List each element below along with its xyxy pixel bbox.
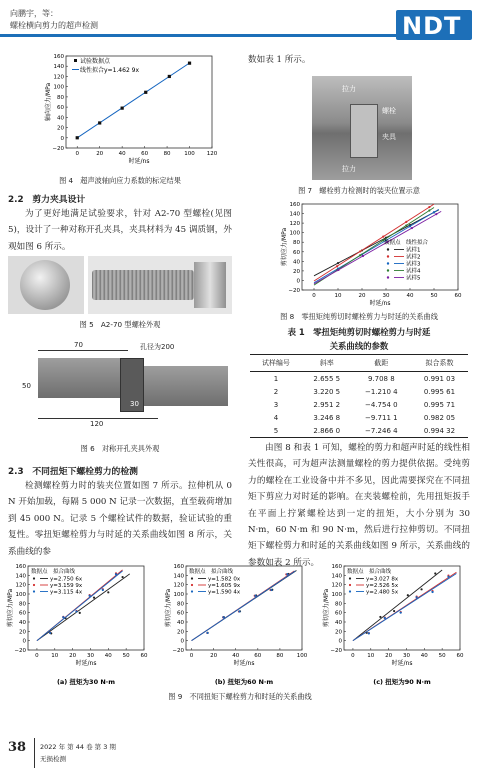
- table1-title-line1: 表 1 零扭矩纯剪切时螺栓剪力与时延: [287, 327, 431, 337]
- fig4-ytick-label: −20: [52, 146, 64, 152]
- dim-120-label: 120: [90, 420, 104, 428]
- fig9-panel-1-xlabel: 时延/ns: [75, 660, 97, 667]
- fig4-fit-line: [77, 63, 189, 138]
- fig9-panel-3-legend-title: 数据点 拟合曲线: [347, 569, 392, 575]
- fig9-panel-1-data-point: [107, 591, 109, 593]
- fig8-legend-label: 试样3: [406, 261, 421, 268]
- fig9-panel-2-legend-marker-point: [191, 577, 193, 579]
- fig9-panel-1-ytick-label: −20: [14, 648, 26, 654]
- section-2-3-paragraph: 检测螺栓剪力时的装夹位置如图 7 所示。拉伸机从 0 N 开始加载，每隔 5 000 N 记录一次数据，直至载荷增加到 45 000 N。记录 5 个螺栓试件的数据，验证试验的重复性。零扭矩螺栓剪力与时延的关系曲线如图 8 所示，关系曲线的参: [8, 481, 232, 557]
- table1-cell: −7.246 4: [352, 424, 411, 438]
- fig9-panel-1-ytick-label: 120: [15, 582, 26, 589]
- fig4-data-point: [188, 62, 191, 65]
- fig9-panel-2-legend-marker-point: [191, 584, 193, 586]
- table1-cell: 2.866 0: [302, 424, 352, 438]
- fig9-panel-3-data-point: [407, 594, 409, 596]
- table1-cell: 0.994 32: [411, 424, 468, 438]
- fig8-xtick-label: 30: [382, 293, 390, 299]
- fig9-panel-1-data-point: [75, 610, 77, 612]
- fig7-bolt-shape: [350, 104, 378, 158]
- section-2-3-heading: 2.3 不同扭矩下螺栓剪力的检测: [8, 467, 138, 477]
- table1-cell: 3: [273, 400, 279, 409]
- fig4-ylabel: 轴向应力/MPa: [45, 82, 52, 122]
- fig9-panel-3-legend-label: y=3.027 8x: [366, 576, 399, 583]
- fig4-legend-fit-label: 线性拟合y=1.462 9x: [80, 67, 140, 74]
- fig8-data-point: [428, 206, 430, 208]
- fig9-panel-3-legend-marker-point: [349, 577, 351, 579]
- table-row: [250, 424, 468, 438]
- fig9-panel-3-xtick-label: 0: [351, 653, 355, 659]
- fig8-data-point: [382, 236, 384, 238]
- fig4-ytick-label: 60: [57, 105, 64, 112]
- fig4-data-point: [98, 121, 101, 124]
- fig9-panel-1-xtick-label: 20: [69, 653, 77, 659]
- fig9-panel-3-xtick-label: 10: [367, 653, 375, 659]
- fig4-xlabel: 时延/ns: [128, 158, 150, 165]
- fig4-xtick-label: 120: [206, 151, 218, 157]
- bolt-head-side: [194, 262, 226, 308]
- table1-cell: 2.951 2: [313, 400, 341, 409]
- fig9-panel-3-data-point: [447, 576, 449, 578]
- fig9-panel-3-xtick-label: 40: [420, 653, 428, 659]
- fig9-panel-2-ytick-label: 140: [173, 573, 184, 580]
- fig8-ytick-label: 140: [289, 211, 300, 218]
- fig9-caption: 图 9 不同扭矩下螺栓剪力和时延的关系曲线: [168, 692, 312, 701]
- fig9-panel-3-ytick-label: 100: [331, 592, 342, 598]
- fig9-panel-2-ytick-label: 80: [177, 601, 184, 608]
- fig7-caption: 图 7 螺栓剪力检测时的装夹位置示意: [298, 186, 420, 195]
- fig9-panel-2-legend-label: y=1.582 0x: [208, 576, 241, 583]
- fixture-plate-left: [38, 358, 128, 398]
- fig7-label-bolt: 螺栓: [382, 107, 396, 115]
- fig9-panel-2-ytick-label: −20: [172, 648, 184, 654]
- fig9-charts: [6, 562, 476, 686]
- fig9-panel-2-xtick-label: 40: [232, 653, 240, 659]
- fig8-data-point: [405, 224, 407, 226]
- fig9-panel-3-xtick-label: 60: [456, 653, 464, 659]
- fig9-panel-3-subcaption: (c) 扭矩为90 N·m: [373, 678, 431, 686]
- header-rule: [0, 34, 396, 37]
- fig8-legend-label: 试样5: [406, 275, 421, 282]
- fig9-panel-2-ytick-label: 20: [177, 629, 184, 636]
- fig9-panel-1-legend-marker-point: [33, 577, 35, 579]
- fig4-legend-marker-points: [74, 59, 77, 62]
- fig4-data-point: [121, 107, 124, 110]
- fig9-panel-1-data-point: [79, 612, 81, 614]
- fig9-panel-3-xtick-label: 20: [385, 653, 393, 659]
- fig7-label-top: 拉力: [342, 85, 356, 93]
- fig5-caption: 图 5 A2-70 型螺栓外观: [79, 320, 161, 329]
- fig8-legend-marker-point: [387, 248, 389, 250]
- fig8-legend-label: 试样2: [406, 254, 421, 261]
- fig4-xtick-label: 100: [184, 151, 195, 157]
- table1-header-cell: 试样编号: [250, 355, 302, 372]
- fig9-panel-2-data-point: [270, 589, 272, 591]
- fig9-panel-1-legend-marker-point: [33, 590, 35, 592]
- table1-header-cell: 斜率: [302, 355, 352, 372]
- fig8-data-point: [336, 265, 338, 267]
- fig9-panel-3-xlabel: 时延/ns: [391, 660, 413, 667]
- fig9-panel-3-legend-marker-point: [349, 590, 351, 592]
- fig9-panel-1-ytick-label: 60: [19, 610, 26, 617]
- fig9-panel-1-xtick-label: 60: [140, 653, 148, 659]
- fig8-xtick-label: 0: [312, 293, 316, 299]
- fig4-ytick-label: 140: [53, 64, 64, 71]
- fig9-panel-1-ytick-label: 100: [15, 592, 26, 598]
- fig8-ytick-label: 0: [296, 278, 300, 285]
- fig9-panel-3-data-point: [384, 617, 386, 619]
- fig9-panel-1-xtick-label: 50: [122, 653, 130, 659]
- fig7-clamping-photo: [312, 76, 412, 180]
- fig8-legend-label: 试样1: [406, 247, 421, 254]
- fig9-panel-1-ytick-label: 40: [19, 620, 26, 626]
- fig8-ytick-label: 80: [293, 240, 300, 247]
- table1-cell: 2: [273, 387, 279, 396]
- fig7-label-fixture: 夹具: [382, 133, 396, 141]
- ndt-logo: [396, 10, 472, 40]
- dim-120-line: [38, 418, 158, 419]
- fig8-data-point: [337, 269, 339, 271]
- table1-title-line2: 关系曲线的参数: [329, 341, 389, 351]
- fig8-legend-label: 试样4: [406, 268, 421, 275]
- fig9-panel-3-data-point: [416, 596, 418, 598]
- fig8-chart: [276, 200, 466, 310]
- table1-cell: 0.995 71: [423, 400, 456, 409]
- fig9-panel-1-legend-label: y=2.750 6x: [50, 576, 83, 583]
- fig9-panel-2-legend-title: 数据点 拟合曲线: [189, 569, 234, 575]
- fig9-panel-3-ylabel: 剪切应力/MPa: [323, 588, 330, 628]
- fig8-legend-marker-point: [387, 262, 389, 264]
- fig9-panel-1-xtick-label: 0: [35, 653, 39, 659]
- fig9-panel-1-data-point: [121, 576, 123, 578]
- fig8-legend-marker-point: [387, 276, 389, 278]
- fig9-panel-3-ytick-label: 160: [331, 564, 342, 570]
- fig8-data-point: [411, 227, 413, 229]
- footer-divider: [34, 738, 35, 768]
- table1: [250, 354, 468, 438]
- fig9-panel-3-ytick-label: 80: [335, 601, 342, 608]
- table-row: [250, 398, 468, 411]
- fig9-panel-2-ytick-label: 40: [177, 620, 184, 626]
- fig9-panel-2-xtick-label: 100: [296, 653, 308, 659]
- fig9-panel-1-ytick-label: 140: [15, 573, 26, 580]
- fig9-panel-1-data-point: [89, 595, 91, 597]
- fig9-panel-3-data-point: [431, 591, 433, 593]
- table1-cell: 0.991 03: [423, 374, 456, 383]
- fig9-panel-2-data-point: [238, 610, 240, 612]
- fig4-xtick-label: 40: [118, 151, 126, 157]
- bolt-thread: [92, 270, 194, 300]
- fig9-panel-2-legend-label: y=1.590 4x: [208, 589, 241, 596]
- fig9-panel-2-data-point: [254, 595, 256, 597]
- table-row: [250, 385, 468, 398]
- hole-diameter-label: 孔径为200: [140, 343, 175, 351]
- fig9-panel-1-subcaption: (a) 扭矩为30 N·m: [56, 678, 116, 686]
- fig4-ytick-label: 0: [60, 135, 64, 142]
- section-2-2-heading: 2.2 剪力夹具设计: [8, 195, 86, 205]
- fig8-data-point: [405, 221, 407, 223]
- fig9-panel-3-legend-label: y=2.480 5x: [366, 589, 399, 596]
- fig9-panel-2-xlabel: 时延/ns: [233, 660, 255, 667]
- fig9-panel-3-data-point: [400, 612, 402, 614]
- ndt-logo-text: NDT: [402, 12, 462, 40]
- footer-issue: 2022 年 第 44 卷 第 3 期: [40, 743, 116, 751]
- footer-journal: 无损检测: [40, 755, 66, 763]
- fig9-panel-1-legend-label: y=3.159 9x: [50, 583, 83, 589]
- fig9-panel-1-ytick-label: 160: [15, 564, 26, 570]
- header-title: 螺栓横向剪力的超声检测: [10, 21, 98, 30]
- table1-header-cell: 拟合系数: [411, 355, 468, 372]
- fig9-panel-1-ytick-label: 80: [19, 601, 26, 608]
- fig4-ytick-label: 160: [53, 54, 64, 60]
- table1-cell: −4.754 0: [365, 400, 398, 409]
- fig9-panel-3-data-point: [379, 616, 381, 618]
- fig9-panel-1-data-point: [62, 616, 64, 618]
- fig9-panel-1-legend-marker-point: [33, 584, 35, 586]
- fig4-data-point: [144, 91, 147, 94]
- fig9-panel-2-subcaption: (b) 扭矩为60 N·m: [214, 678, 274, 686]
- fig9-panel-1-ytick-label: 0: [22, 638, 26, 645]
- fig4-ytick-label: 100: [53, 84, 64, 91]
- table1-cell: 0.995 61: [423, 387, 456, 396]
- table-row: [250, 372, 468, 386]
- fig9-panel-2-ytick-label: 0: [180, 638, 184, 645]
- table1-cell: 5: [250, 424, 302, 438]
- fig6-caption: 图 6 对称开孔夹具外观: [80, 444, 160, 453]
- table1-cell: −1.210 4: [365, 387, 398, 396]
- fig9-panel-2-xtick-label: 0: [189, 653, 194, 659]
- dim-70-label: 70: [74, 341, 83, 349]
- fig4-xtick-label: 60: [141, 151, 149, 157]
- fig8-ytick-label: 40: [293, 259, 300, 266]
- fig9-panel-3-data-point: [393, 610, 395, 612]
- fig9-panel-2-ylabel: 剪切应力/MPa: [165, 588, 172, 628]
- fig9-panel-1-data-point: [93, 596, 95, 598]
- section-2-2-paragraph: 为了更好地满足试验要求，针对 A2-70 型螺栓(见图 5)，设计了一种对称开孔夹具，夹具材料为 45 调质钢，外观如图 6 所示。: [8, 209, 232, 252]
- fig4-chart: [40, 52, 220, 172]
- fig4-data-point: [168, 75, 171, 78]
- fig9-panel-1-ytick-label: 20: [19, 629, 26, 636]
- table1-cell: 2.655 5: [313, 374, 341, 383]
- fig4-xtick-label: 80: [163, 151, 171, 157]
- table1-header-cell: 截距: [352, 355, 411, 372]
- right-column-paragraph: 由图 8 和表 1 可知，螺栓的剪力和超声时延的线性相关性很高，可为超声法测量螺栓的剪力提供依据。受纯剪力的螺栓在工业设备中并不多见，因此需要探究在不同扭矩下剪应力对时延的影响。在夹装螺栓前，先用扭矩扳手在平面上拧紧螺栓达到一定的扭矩，大小分别为 30 N·m，60 N·m 和 90 N·m，然后进行拉伸剪切。不同扭矩下螺栓剪力和时延的关系曲线如图 9 所示，关系曲线的参数如表 2 所示。: [248, 443, 470, 568]
- fig9-panel-1-xtick-label: 10: [51, 653, 59, 659]
- fig9-panel-3-legend-label: y=2.526 5x: [366, 583, 399, 589]
- fig4-xtick-label: 20: [96, 151, 104, 157]
- fig9-panel-3-ytick-label: 40: [335, 620, 342, 626]
- fig9-panel-2-xtick-label: 20: [210, 653, 218, 659]
- dim-70-line: [38, 350, 128, 351]
- fig8-ytick-label: −20: [288, 288, 300, 294]
- right-column-continued-text: 数如表 1 所示。: [248, 55, 311, 65]
- fig8-xtick-label: 40: [406, 293, 414, 299]
- fig4-ytick-label: 40: [57, 115, 64, 122]
- fig9-panel-3-data-point: [420, 588, 422, 590]
- fig8-data-point: [359, 254, 361, 256]
- fig8-caption: 图 8 零扭矩纯剪切时螺栓剪力与时延的关系曲线: [280, 312, 438, 321]
- fig4-legend-points-label: 试验数据点: [80, 58, 111, 65]
- dim-30-label: 30: [130, 400, 139, 408]
- fig4-ytick-label: 120: [53, 74, 64, 81]
- fig9-panel-2-ytick-label: 100: [173, 592, 184, 598]
- page-number: 38: [8, 740, 27, 755]
- fig9-panel-2-ytick-label: 60: [177, 610, 184, 617]
- fig9-panel-3-data-point: [368, 632, 370, 634]
- fig5-photo-bolt-side: [88, 256, 232, 314]
- fig8-ytick-label: 160: [289, 202, 300, 208]
- fig9-panel-3-xtick-label: 50: [438, 653, 446, 659]
- fig4-xtick-label: 0: [75, 151, 79, 157]
- fig9-panel-3-xtick-label: 30: [402, 653, 410, 659]
- table1-cell: −9.711 1: [365, 413, 398, 422]
- fig8-data-point: [435, 213, 437, 215]
- fig9-panel-1-legend-title: 数据点 拟合曲线: [31, 569, 76, 575]
- fig9-panel-1-xtick-label: 30: [86, 653, 94, 659]
- fig9-panel-2-xtick-label: 60: [254, 653, 262, 659]
- table1-cell: 1: [273, 374, 279, 383]
- fig7-label-bottom: 拉力: [342, 165, 356, 173]
- fig4-ytick-label: 80: [57, 94, 64, 101]
- fig9-panel-3-ytick-label: 0: [338, 638, 342, 645]
- fig8-legend-marker-point: [387, 269, 389, 271]
- fig9-panel-1-data-point: [102, 589, 104, 591]
- fig9-panel-1-data-point: [115, 573, 117, 575]
- fig8-xtick-label: 20: [358, 293, 366, 299]
- fig5-photo-bolt-head: [8, 256, 84, 314]
- fig9-panel-1-legend-label: y=3.115 4x: [50, 589, 83, 596]
- fig8-legend-title: 数据点 线性拟合: [384, 240, 429, 246]
- table1-cell: 0.982 05: [423, 413, 456, 422]
- fig9-panel-3-legend-marker-point: [349, 584, 351, 586]
- fig8-data-point: [359, 250, 361, 252]
- fig9-panel-1-xtick-label: 40: [104, 653, 112, 659]
- fig9-panel-2-data-point: [286, 573, 288, 575]
- table1-cell: 3.246 8: [313, 413, 341, 422]
- fig9-panel-2-legend-label: y=1.605 9x: [208, 583, 241, 589]
- fig8-ytick-label: 60: [293, 249, 300, 256]
- fig8-ytick-label: 120: [289, 221, 300, 228]
- header-authors: 向鹏宇，等：: [10, 9, 58, 18]
- fig8-data-point: [362, 255, 364, 257]
- fig8-data-point: [428, 209, 430, 211]
- fig4-ytick-label: 20: [57, 125, 64, 132]
- fig8-xlabel: 时延/ns: [369, 300, 391, 307]
- fig9-panel-1-data-point: [49, 632, 51, 634]
- fig8-ytick-label: 20: [293, 268, 300, 275]
- table1-cell: 3.220 5: [313, 387, 341, 396]
- fig8-xtick-label: 60: [454, 293, 462, 299]
- fig9-panel-3-ytick-label: −20: [330, 648, 342, 654]
- fig9-panel-2-legend-marker-point: [191, 590, 193, 592]
- table1-cell: 9.708 8: [367, 374, 395, 383]
- fig9-panel-2-ytick-label: 120: [173, 582, 184, 589]
- fig9-panel-3-ytick-label: 120: [331, 582, 342, 589]
- fig9-panel-3-data-point: [434, 572, 436, 574]
- fig4-data-point: [76, 136, 79, 139]
- fig9-panel-1-ylabel: 剪切应力/MPa: [7, 588, 14, 628]
- fig8-ytick-label: 100: [289, 230, 300, 237]
- fig8-xtick-label: 50: [430, 293, 438, 299]
- fig9-panel-3-ytick-label: 20: [335, 629, 342, 636]
- fig8-data-point: [337, 262, 339, 264]
- fig8-data-point: [433, 211, 435, 213]
- fig8-legend-marker-point: [387, 255, 389, 257]
- dim-50-label: 50: [22, 382, 31, 390]
- fig9-panel-2-ytick-label: 160: [173, 564, 184, 570]
- fig8-fit-line: [314, 211, 441, 284]
- fig9-panel-2-xtick-label: 80: [276, 653, 284, 659]
- bolt-head-hexagon: [20, 260, 70, 310]
- table-row: [250, 411, 468, 424]
- fig6-fixture-diagram: [8, 338, 232, 438]
- fig9-panel-3-ytick-label: 60: [335, 610, 342, 617]
- fig8-data-point: [409, 225, 411, 227]
- fig4-caption: 图 4 超声波轴向应力系数的标定结果: [59, 176, 181, 185]
- table1-cell: 4: [273, 413, 279, 422]
- fig8-ylabel: 剪切应力/MPa: [281, 227, 288, 267]
- fig9-panel-2-data-point: [206, 632, 208, 634]
- page-header: [0, 0, 480, 44]
- fig9-panel-3-ytick-label: 140: [331, 573, 342, 580]
- fig9-panel-2-data-point: [222, 616, 224, 618]
- table1-header-row: [250, 355, 468, 372]
- fig8-xtick-label: 10: [334, 293, 342, 299]
